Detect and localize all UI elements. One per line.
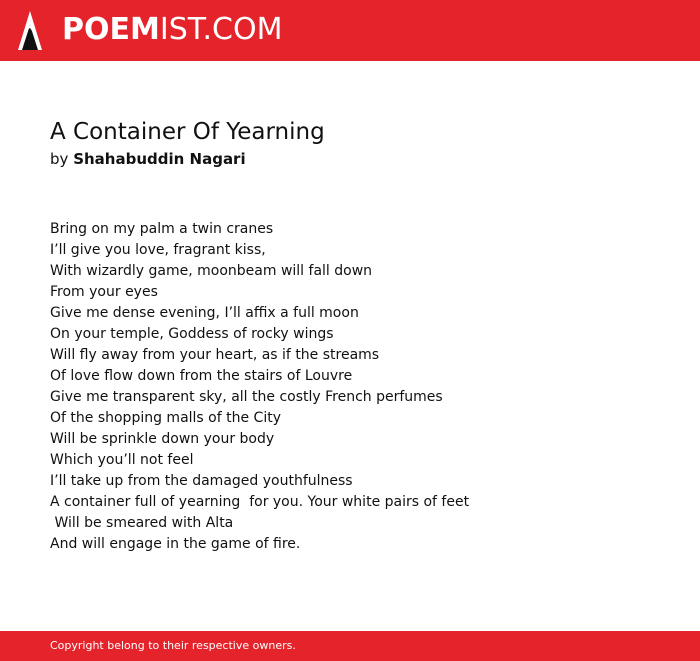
- poem-line: Of love flow down from the stairs of Louvre: [50, 368, 353, 384]
- poem-line: And will engage in the game of fire.: [50, 536, 301, 552]
- poem-line: Which you’ll not feel: [50, 452, 194, 468]
- poem-line: Give me dense evening, I’ll affix a full moon: [50, 305, 359, 321]
- poem-line: On your temple, Goddess of rocky wings: [50, 326, 334, 342]
- logo-text-light: IST.COM: [159, 12, 283, 47]
- poem-line: With wizardly game, moonbeam will fall down: [50, 263, 373, 279]
- poem-line: I’ll take up from the damaged youthfulness: [50, 473, 353, 489]
- copyright-notice: Copyright belong to their respective owners.: [50, 639, 296, 652]
- site-footer: [0, 631, 700, 661]
- poem-line: Will fly away from your heart, as if the streams: [50, 347, 380, 363]
- poem-line: Give me transparent sky, all the costly French perfumes: [50, 389, 443, 405]
- by-label: by: [50, 150, 69, 168]
- logo-text-bold: POEM: [62, 12, 160, 47]
- site-header: [0, 0, 700, 61]
- poem-title: A Container Of Yearning: [50, 119, 325, 145]
- poem-line: Bring on my palm a twin cranes: [50, 221, 274, 237]
- poem-line: I’ll give you love, fragrant kiss,: [50, 242, 266, 258]
- poem-line: Will be sprinkle down your body: [50, 431, 275, 447]
- site-logo-link[interactable]: [62, 12, 282, 48]
- poem-byline: [50, 149, 246, 169]
- author-name: Shahabuddin Nagari: [73, 150, 246, 168]
- poem-line: Will be smeared with Alta: [50, 515, 234, 531]
- poem-line: From your eyes: [50, 284, 158, 300]
- poem-line: A container full of yearning for you. Your white pairs of feet: [50, 494, 470, 510]
- pencil-tip-icon[interactable]: [17, 10, 43, 52]
- poem-body: [50, 219, 469, 555]
- poem-line: Of the shopping malls of the City: [50, 410, 281, 426]
